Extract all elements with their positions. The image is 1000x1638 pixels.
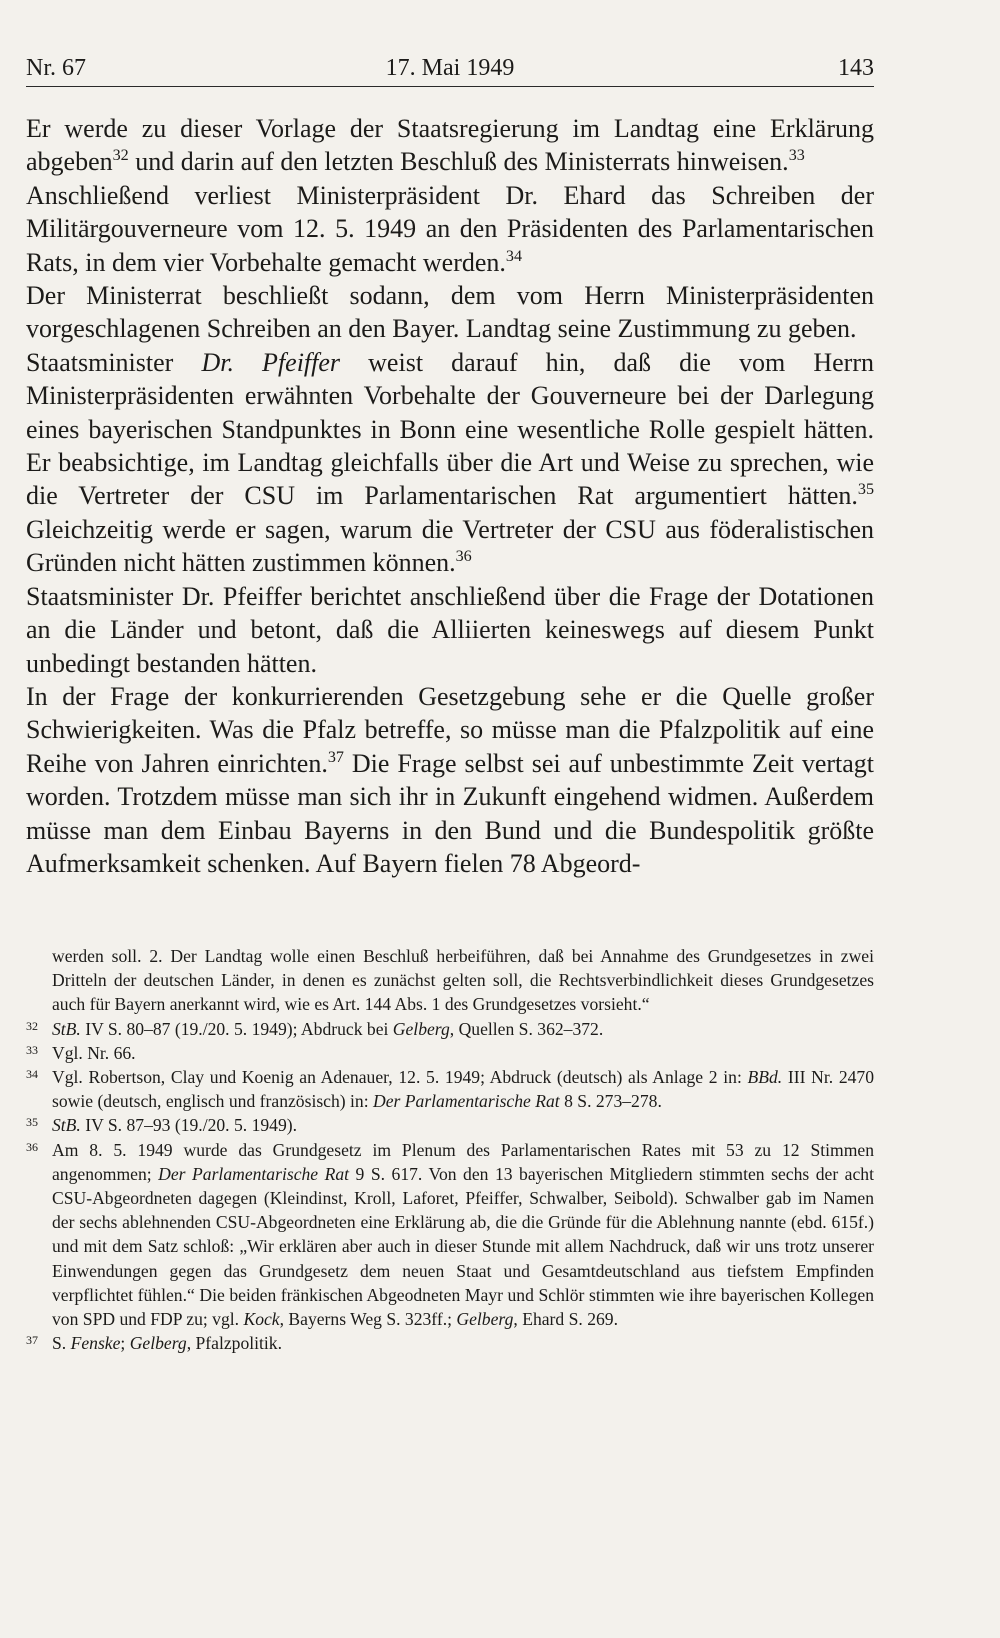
- footnote-number: 34: [26, 1067, 38, 1082]
- main-text: [26, 112, 874, 880]
- footnote-ref[interactable]: 37: [327, 748, 344, 766]
- footnote-number: 37: [26, 1333, 38, 1348]
- text-run: Die Frage selbst sei auf unbestimmte Zeit vertagt worden. Trotzdem müsse man sich ihr in Zukunft eingehend widmen. Außerdem müsse man dem Einbau Bayerns in den Bund und die Bundespolitik größte Aufmerksamkeit schenken. Auf Bayern fielen 78 Abgeord-: [26, 748, 874, 878]
- text-run: S.: [52, 1333, 71, 1354]
- paragraph: [26, 179, 874, 279]
- text-run: 8 S. 273–278.: [559, 1091, 662, 1112]
- text-run: , Pfalzpolitik.: [186, 1333, 283, 1354]
- paragraph: [26, 346, 874, 580]
- text-run: Vgl. Nr. 66.: [52, 1042, 136, 1063]
- footnote-continuation: werden soll. 2. Der Landtag wolle einen Beschluß herbeiführen, daß bei Annahme des Grundgesetzes in zwei Dritteln der deutschen Länder, in denen es zunächst gelten soll, die Rechtsverbindlichkeit dieses Grundgesetzes auch für Bayern anerkannt wird, wie es Art. 144 Abs. 1 des Grundgesetzes vorsieht.“: [52, 946, 874, 1015]
- text-run: Gleichzeitig werde er sagen, warum die Vertreter der CSU aus föderalistischen Gründen nicht hätten zustimmen können.: [26, 514, 874, 578]
- text-run: Vgl. Robertson, Clay und Koenig an Adenauer, 12. 5. 1949; Abdruck (deutsch) als Anlage 2 in:: [52, 1067, 748, 1088]
- footnote-number: 36: [26, 1139, 38, 1154]
- text-run: IV S. 87–93 (19./20. 5. 1949).: [80, 1115, 298, 1136]
- footnote-35: [26, 1113, 874, 1137]
- paragraph: [26, 279, 874, 346]
- text-run: III Nr. 2470 sowie (deutsch, englisch und französisch) in:: [52, 1067, 875, 1112]
- footnote-number: 33: [26, 1042, 38, 1057]
- text-run: , Quellen S. 362–372.: [449, 1018, 604, 1039]
- text-run: IV S. 80–87 (19./20. 5. 1949); Abdruck bei: [80, 1018, 393, 1039]
- footnote-ref[interactable]: 35: [857, 481, 874, 499]
- text-run: 9 S. 617. Von den 13 bayerischen Mitgliedern stimmten sechs der acht CSU-Abgeordneten dagegen (Kleindinst, Kroll, Laforet, Pfeiffer, Schwalber, Seibold). Schwalber gab im Namen der sechs ablehnenden CSU-Abgeordneten eine Erklärung ab, die die Gründe für die Ablehnung nannte (ebd. 615f.) und mit dem Satz schloß: „Wir erklären aber auch in dieser Stunde mit allem Nachdruck, daß wir uns trotz unserer Einwendungen gegen das Grundgesetz dem neuen Staat und Gesamtdeutschland aus tiefstem Empfinden verpflichtet fühlen.“ Die beiden fränkischen Abgeodneten Mayr und Schlör stimmten wie ihre bayerischen Kollegen von SPD und FDP zu; vgl.: [52, 1163, 874, 1330]
- footnote-36: [26, 1138, 874, 1332]
- text-run: Gelberg: [129, 1333, 187, 1354]
- text-run: Fenske: [70, 1333, 121, 1354]
- text-run: , Bayerns Weg S. 323ff.;: [279, 1309, 457, 1330]
- text-run: weist darauf hin, daß die vom Herrn Ministerpräsidenten erwähnten Vorbehalte der Gouverneure bei der Darlegung eines bayerischen Standpunktes in Bonn eine wesentliche Rolle gespielt hätten. Er beabsichtige, im Landtag gleichfalls über die Art und Weise zu sprechen, wie die Vertreter der CSU im Parlamentarischen Rat argumentiert hätten.: [26, 347, 874, 511]
- text-run: BBd.: [747, 1067, 783, 1088]
- page-number: 143: [838, 55, 874, 81]
- text-run: Der Parlamentarische Rat: [373, 1091, 560, 1112]
- paragraph: [26, 680, 874, 880]
- footnote-37: [26, 1331, 874, 1355]
- footnote-ref[interactable]: 36: [455, 548, 472, 566]
- footnote-number: 32: [26, 1018, 38, 1033]
- text-run: ;: [120, 1333, 130, 1354]
- text-run: In der Frage der konkurrierenden Gesetzgebung sehe er die Quelle großer Schwierigkeiten. Was die Pfalz betreffe, so müsse man die Pfalzpolitik auf eine Reihe von Jahren einrichten.: [26, 681, 874, 778]
- paragraph: [26, 112, 874, 179]
- header-date: 17. Mai 1949: [385, 55, 515, 81]
- text-run: Er werde zu dieser Vorlage der Staatsregierung im Landtag eine Erklärung abgeben: [26, 114, 874, 177]
- footnote-ref[interactable]: 33: [788, 147, 805, 165]
- footnote-ref[interactable]: 32: [112, 147, 129, 165]
- footnote-33: [26, 1041, 874, 1065]
- text-run: StB.: [52, 1018, 81, 1039]
- text-run: , Ehard S. 269.: [513, 1309, 618, 1330]
- speaker-name: Dr. Pfeiffer: [201, 347, 341, 377]
- document-number: Nr. 67: [26, 55, 86, 81]
- text-run: Gelberg: [392, 1018, 450, 1039]
- text-run: Kock: [243, 1309, 280, 1330]
- text-run: StB.: [52, 1115, 81, 1136]
- text-run: Staatsminister Dr. Pfeiffer berichtet anschließend über die Frage der Dotationen an die Länder und betont, daß die Alliierten keineswegs auf diesem Punkt unbedingt bestanden hätten.: [26, 581, 874, 678]
- running-header: [26, 50, 874, 87]
- text-run: Anschließend verliest Ministerpräsident Dr. Ehard das Schreiben der Militärgouverneure vom 12. 5. 1949 an den Präsidenten des Parlamentarischen Rats, in dem vier Vorbehalte gemacht werden.: [26, 180, 874, 277]
- text-run: und darin auf den letzten Beschluß des Ministerrats hinweisen.: [128, 147, 789, 177]
- text-run: Am 8. 5. 1949 wurde das Grundgesetz im Plenum des Parlamentarischen Rates mit 53 zu 12 Stimmen angenommen;: [52, 1139, 874, 1184]
- footnote-ref[interactable]: 34: [505, 247, 523, 265]
- text-run: Staatsminister: [26, 347, 202, 377]
- footnote-34: [26, 1065, 874, 1113]
- footnote-32: [26, 1017, 874, 1041]
- paragraph: [26, 580, 874, 680]
- text-run: Der Parlamentarische Rat: [158, 1163, 350, 1184]
- text-run: Gelberg: [456, 1309, 514, 1330]
- footnote-number: 35: [26, 1115, 38, 1130]
- text-run: Der Ministerrat beschließt sodann, dem vom Herrn Ministerpräsidenten vorgeschlagenen Schreiben an den Bayer. Landtag seine Zustimmung zu geben.: [26, 281, 874, 344]
- footnotes: [26, 944, 874, 1355]
